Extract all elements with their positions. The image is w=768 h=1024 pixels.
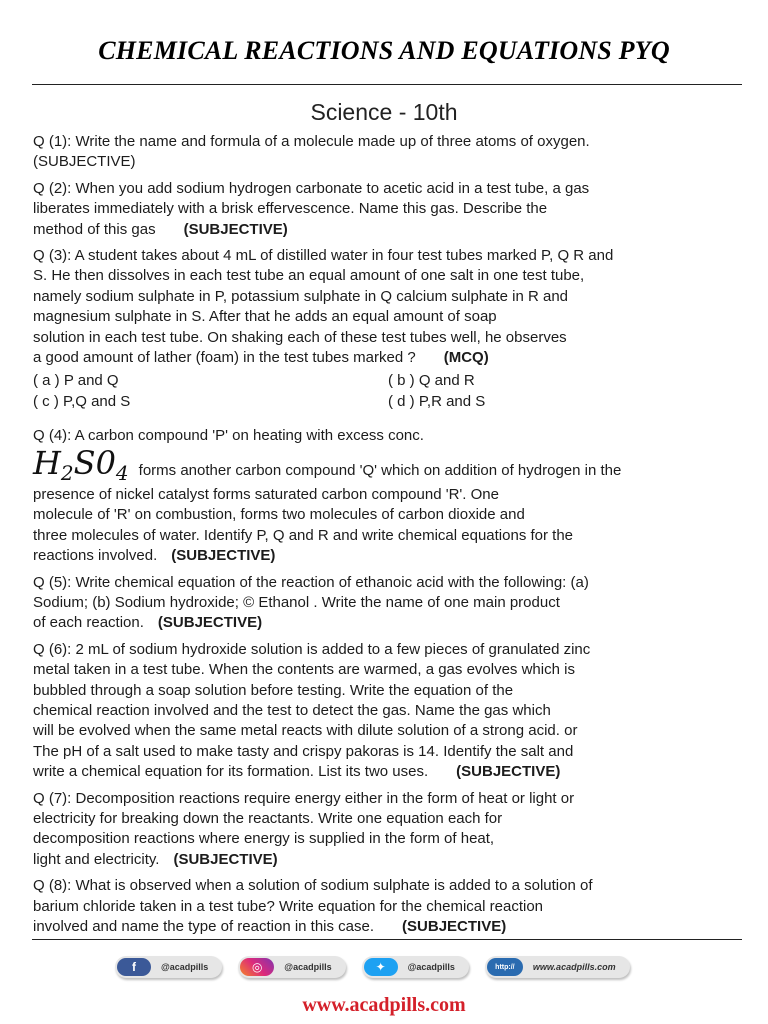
question-line: Q (3): A student takes about 4 mL of distilled water in four test tubes marked P, Q R and — [33, 247, 614, 265]
question-line: presence of nickel catalyst forms saturated carbon compound 'R'. One — [33, 485, 499, 503]
question-line: Q (7): Decomposition reactions require energy either in the form of heat or light or — [33, 789, 575, 807]
question-line: of each reaction. — [33, 614, 144, 632]
website-icon: http:// — [487, 958, 523, 976]
question-6 — [33, 640, 743, 783]
question-3 — [33, 246, 743, 368]
question-line: Q (4): A carbon compound 'P' on heating with excess conc. — [33, 427, 424, 445]
footer-divider — [32, 939, 742, 940]
question-line: will be evolved when the same metal reacts with dilute solution of a strong acid. or — [33, 722, 578, 740]
question-line: light and electricity. — [33, 850, 160, 868]
question-type-tag: (SUBJECTIVE) — [402, 918, 507, 935]
question-8 — [33, 876, 743, 937]
mcq-options — [33, 370, 743, 412]
question-5 — [33, 573, 743, 634]
question-line: Q (8): What is observed when a solution of sodium sulphate is added to a solution of — [33, 877, 593, 895]
option-c: ( c ) P,Q and S — [33, 393, 131, 411]
question-4 — [33, 426, 743, 566]
question-line: metal taken in a test tube. When the contents are warmed, a gas evolves which is — [33, 661, 575, 679]
question-line: write a chemical equation for its formation. List its two uses. — [33, 763, 429, 781]
option-a: ( a ) P and Q — [33, 372, 119, 390]
question-line: S. He then dissolves in each test tube an equal amount of one salt in one test tube, — [33, 267, 585, 285]
question-2 — [33, 179, 743, 240]
question-line: barium chloride taken in a test tube? Write equation for the chemical reaction — [33, 897, 543, 915]
question-line: a good amount of lather (foam) in the test tubes marked ? — [33, 349, 416, 367]
question-line: three molecules of water. Identify P, Q and R and write chemical equations for the — [33, 526, 574, 544]
question-type-tag: (SUBJECTIVE) — [157, 614, 263, 632]
question-line: molecule of 'R' on combustion, forms two molecules of carbon dioxide and — [33, 506, 525, 524]
question-type-tag: (SUBJECTIVE) — [183, 220, 288, 238]
question-line: forms another carbon compound 'Q' which on addition of hydrogen in the — [138, 462, 622, 480]
question-line: method of this gas — [33, 220, 156, 238]
question-7 — [33, 789, 743, 871]
question-line: Q (6): 2 mL of sodium hydroxide solution is added to a few pieces of granulated zinc — [33, 640, 591, 658]
question-line: magnesium sulphate in S. After that he adds an equal amount of soap — [33, 308, 497, 326]
website-url[interactable]: www.acadpills.com — [302, 994, 466, 1016]
question-type-tag: (MCQ) — [443, 349, 489, 367]
question-line: liberates immediately with a brisk effervescence. Name this gas. Describe the — [33, 200, 548, 218]
question-type-tag: (SUBJECTIVE) — [33, 153, 136, 171]
question-line: Q (1): Write the name and formula of a molecule made up of three atoms of oxygen. — [33, 133, 590, 150]
twitter-link[interactable] — [362, 956, 469, 978]
question-line: The pH of a salt used to make tasty and crispy pakoras is 14. Identify the salt and — [33, 742, 574, 760]
social-handle: @acadpills — [284, 962, 332, 972]
question-line: electricity for breaking down the reactants. Write one equation each for — [33, 809, 503, 827]
question-line: Q (2): When you add sodium hydrogen carbonate to acetic acid in a test tube, a gas — [33, 179, 590, 197]
question-line: involved and name the type of reaction in this case. — [33, 918, 375, 935]
question-line: reactions involved. — [33, 547, 158, 565]
question-line: Q (5): Write chemical equation of the reaction of ethanoic acid with the following: (a) — [33, 573, 589, 591]
instagram-link[interactable] — [238, 956, 345, 978]
social-handle: @acadpills — [161, 962, 209, 972]
question-type-tag: (SUBJECTIVE) — [456, 763, 561, 781]
facebook-icon: f — [117, 958, 151, 976]
question-list — [33, 132, 743, 943]
chemical-formula: H2S04 — [33, 443, 129, 485]
question-line: chemical reaction involved and the test to detect the gas. Name the gas which — [33, 701, 551, 719]
question-1 — [33, 132, 743, 173]
website-link[interactable] — [485, 956, 630, 978]
twitter-icon: ✦ — [364, 958, 398, 976]
question-type-tag: (SUBJECTIVE) — [173, 850, 278, 868]
header-divider — [32, 84, 742, 85]
page-title: CHEMICAL REACTIONS AND EQUATIONS PYQ — [98, 36, 670, 65]
option-b: ( b ) Q and R — [388, 372, 475, 390]
question-line: Sodium; (b) Sodium hydroxide; © Ethanol . Write the name of one main product — [33, 593, 560, 611]
social-links — [115, 956, 630, 978]
question-line: namely sodium sulphate in P, potassium sulphate in Q calcium sulphate in R and — [33, 287, 569, 305]
facebook-link[interactable] — [115, 956, 222, 978]
option-d: ( d ) P,R and S — [388, 393, 486, 411]
question-line: decomposition reactions where energy is supplied in the form of heat, — [33, 830, 495, 848]
social-handle: @acadpills — [407, 962, 455, 972]
question-type-tag: (SUBJECTIVE) — [171, 547, 276, 565]
instagram-icon: ◎ — [240, 958, 274, 976]
subject-heading: Science - 10th — [310, 99, 458, 125]
social-handle: www.acadpills.com — [532, 962, 616, 972]
question-line: bubbled through a soap solution before testing. Write the equation of the — [33, 681, 514, 699]
question-line: solution in each test tube. On shaking each of these test tubes well, he observes — [33, 328, 567, 346]
